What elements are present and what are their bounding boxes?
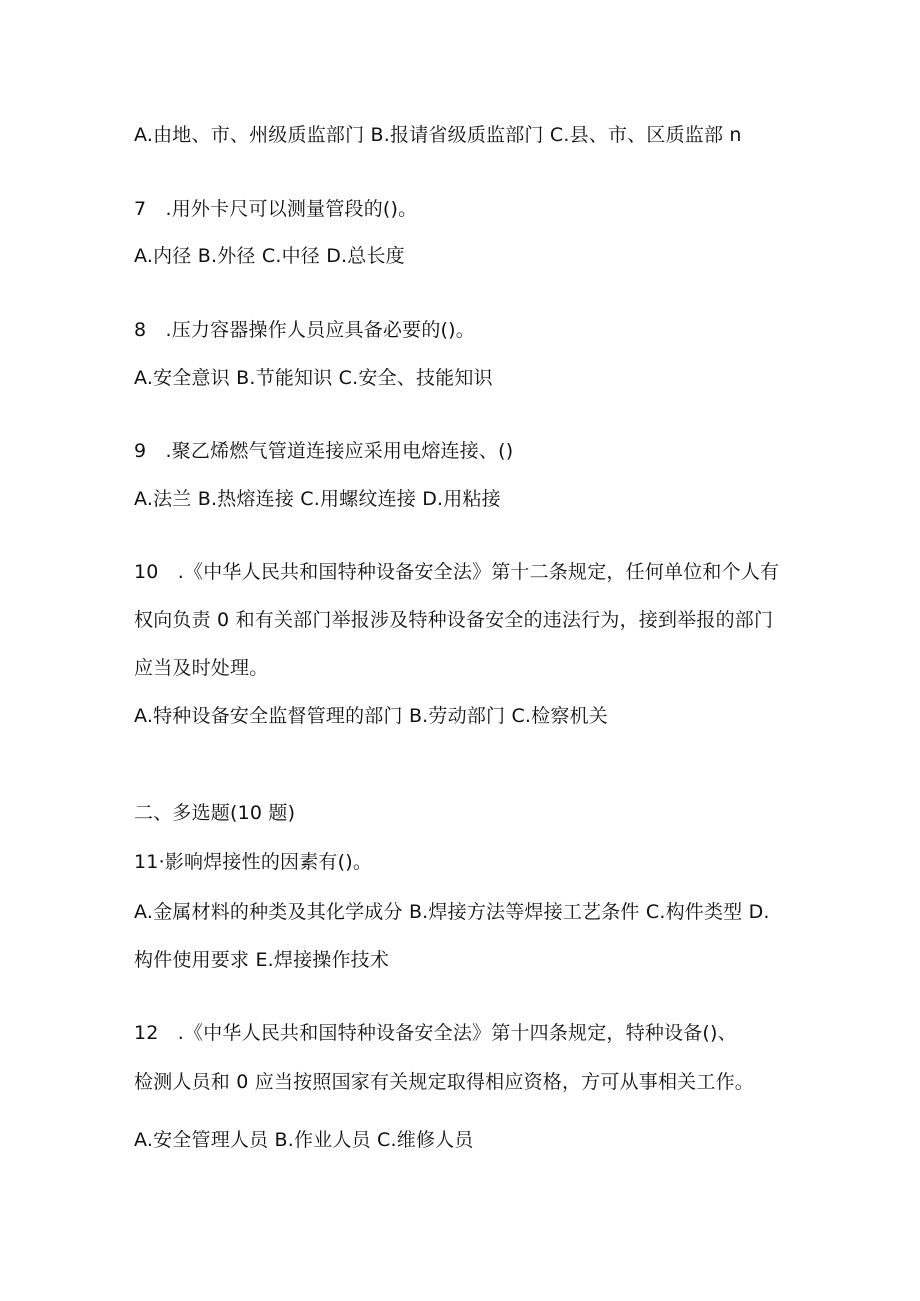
question-12-line-2: 检测人员和 0 应当按照国家有关规定取得相应资格，方可从事相关工作。	[134, 1071, 754, 1093]
answer-options-q6: A.由地、市、州级质监部门 B.报请省级质监部门 C.县、市、区质监部 n	[134, 124, 742, 146]
question-10-line-1: 10 .《中华人民共和国特种设备安全法》第十二条规定，任何单位和个人有	[134, 561, 780, 583]
question-10-line-3: 应当及时处理。	[134, 657, 269, 679]
question-7: 7 .用外卡尺可以测量管段的()。	[134, 198, 418, 220]
answer-options-q10: A.特种设备安全监督管理的部门 B.劳动部门 C.检察机关	[134, 705, 608, 727]
answer-options-q7: A.内径 B.外径 C.中径 D.总长度	[134, 245, 405, 267]
question-11: 11·影响焊接性的因素有()。	[134, 851, 373, 873]
section-heading-multiple-choice: 二、多选题(10 题)	[134, 802, 296, 824]
answer-options-q11-line-1: A.金属材料的种类及其化学成分 B.焊接方法等焊接工艺条件 C.构件类型 D.	[134, 901, 770, 923]
answer-options-q11-line-2: 构件使用要求 E.焊接操作技术	[134, 949, 390, 971]
answer-options-q8: A.安全意识 B.节能知识 C.安全、技能知识	[134, 367, 493, 389]
answer-options-q12: A.安全管理人员 B.作业人员 C.维修人员	[134, 1129, 474, 1151]
question-12-line-1: 12 .《中华人民共和国特种设备安全法》第十四条规定，特种设备()、	[134, 1022, 737, 1044]
question-9: 9 .聚乙烯燃气管道连接应采用电熔连接、()	[134, 440, 514, 462]
answer-options-q9: A.法兰 B.热熔连接 C.用螺纹连接 D.用粘接	[134, 488, 501, 510]
question-10-line-2: 权向负责 0 和有关部门举报涉及特种设备安全的违法行为，接到举报的部门	[134, 609, 774, 631]
question-8: 8 .压力容器操作人员应具备必要的()。	[134, 319, 475, 341]
